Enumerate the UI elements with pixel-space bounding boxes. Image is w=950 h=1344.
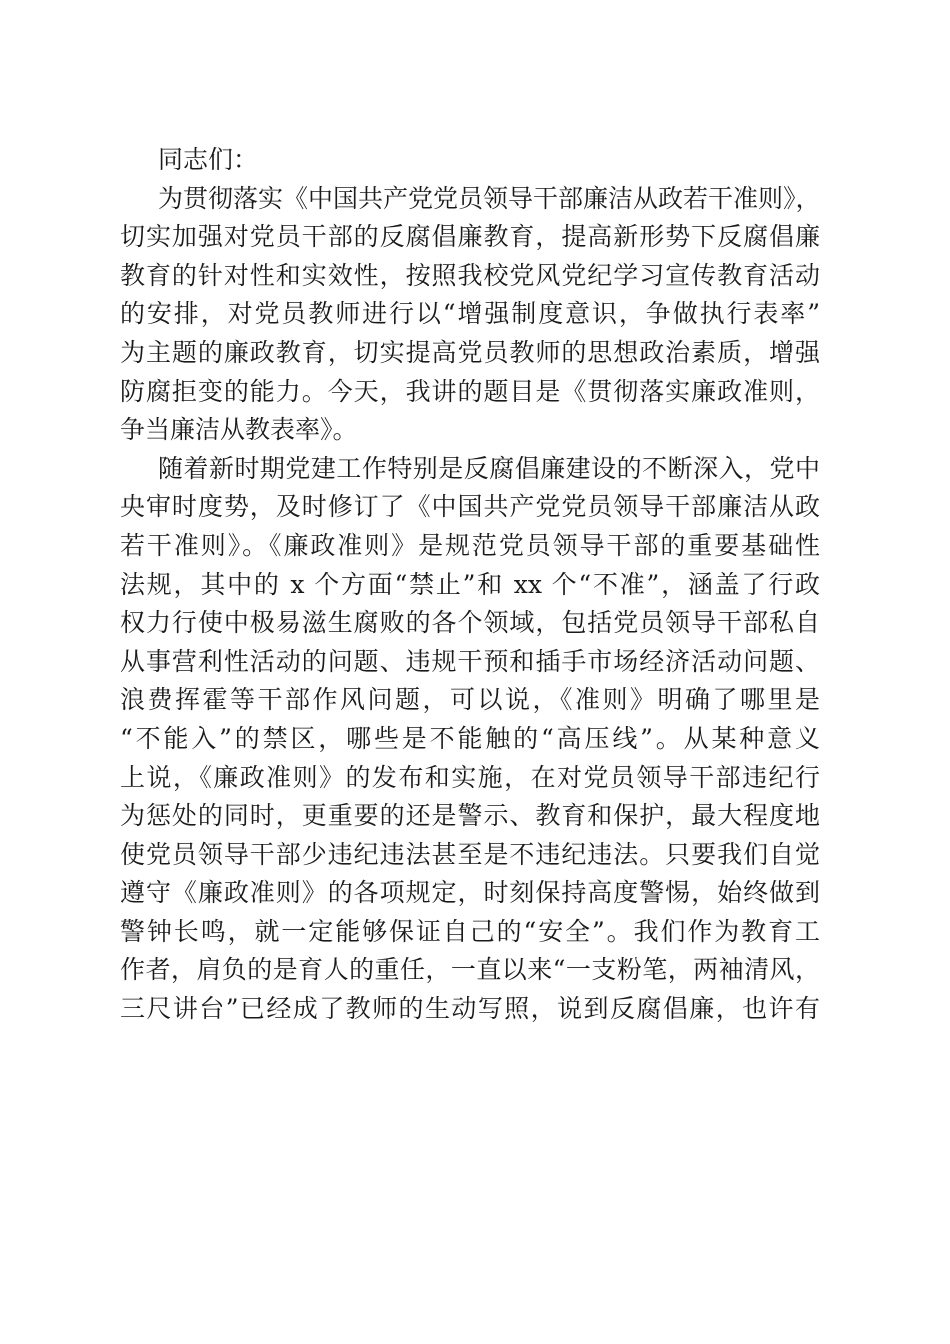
- text-line: 争当廉洁从教表率》。: [120, 415, 358, 445]
- document-body: [120, 141, 820, 1029]
- text-line: 作者，肩负的是育人的重任，一直以来“一支粉笔，两袖清风，: [120, 955, 820, 985]
- text-line: 若干准则》。《廉政准则》是规范党员领导干部的重要基础性: [120, 530, 820, 560]
- text-line: 警钟长鸣，就一定能够保证自己的“安全”。我们作为教育工: [120, 916, 820, 946]
- text-line: 浪费挥霍等干部作风问题，可以说，《准则》明确了哪里是: [120, 685, 820, 715]
- text-line: 为主题的廉政教育，切实提高党员教师的思想政治素质，增强: [120, 337, 820, 367]
- text-line: 上说，《廉政准则》的发布和实施，在对党员领导干部违纪行: [120, 762, 820, 792]
- text-line: 遵守《廉政准则》的各项规定，时刻保持高度警惕，始终做到: [120, 878, 820, 908]
- paragraph-2: [120, 450, 820, 1029]
- text-line: 从事营利性活动的问题、违规干预和插手市场经济活动问题、: [120, 646, 820, 676]
- text-line: 切实加强对党员干部的反腐倡廉教育，提高新形势下反腐倡廉: [120, 222, 820, 252]
- text-line: 为贯彻落实《中国共产党党员领导干部廉洁从政若干准则》，: [158, 183, 821, 213]
- text-line: 防腐拒变的能力。今天，我讲的题目是《贯彻落实廉政准则，: [120, 376, 820, 406]
- text-line: 法规，其中的 x 个方面“禁止”和 xx 个“不准”，涵盖了行政: [120, 569, 820, 599]
- text-line: “不能入”的禁区，哪些是不能触的“高压线”。从某种意义: [120, 723, 820, 753]
- text-line: 为惩处的同时，更重要的还是警示、教育和保护，最大程度地: [120, 801, 820, 831]
- text-line: 三尺讲台”已经成了教师的生动写照，说到反腐倡廉，也许有: [120, 994, 820, 1024]
- text-line: 随着新时期党建工作特别是反腐倡廉建设的不断深入，党中: [158, 453, 820, 483]
- text-line: 的安排，对党员教师进行以“增强制度意识，争做执行表率”: [120, 299, 820, 329]
- greeting: 同志们：: [158, 145, 259, 174]
- text-line: 权力行使中极易滋生腐败的各个领域，包括党员领导干部私自: [120, 608, 820, 638]
- text-line: 教育的针对性和实效性，按照我校党风党纪学习宣传教育活动: [120, 260, 820, 290]
- text-line: 使党员领导干部少违纪违法甚至是不违纪违法。只要我们自觉: [120, 839, 820, 869]
- paragraph-1: [120, 180, 820, 450]
- text-line: 央审时度势，及时修订了《中国共产党党员领导干部廉洁从政: [120, 492, 820, 522]
